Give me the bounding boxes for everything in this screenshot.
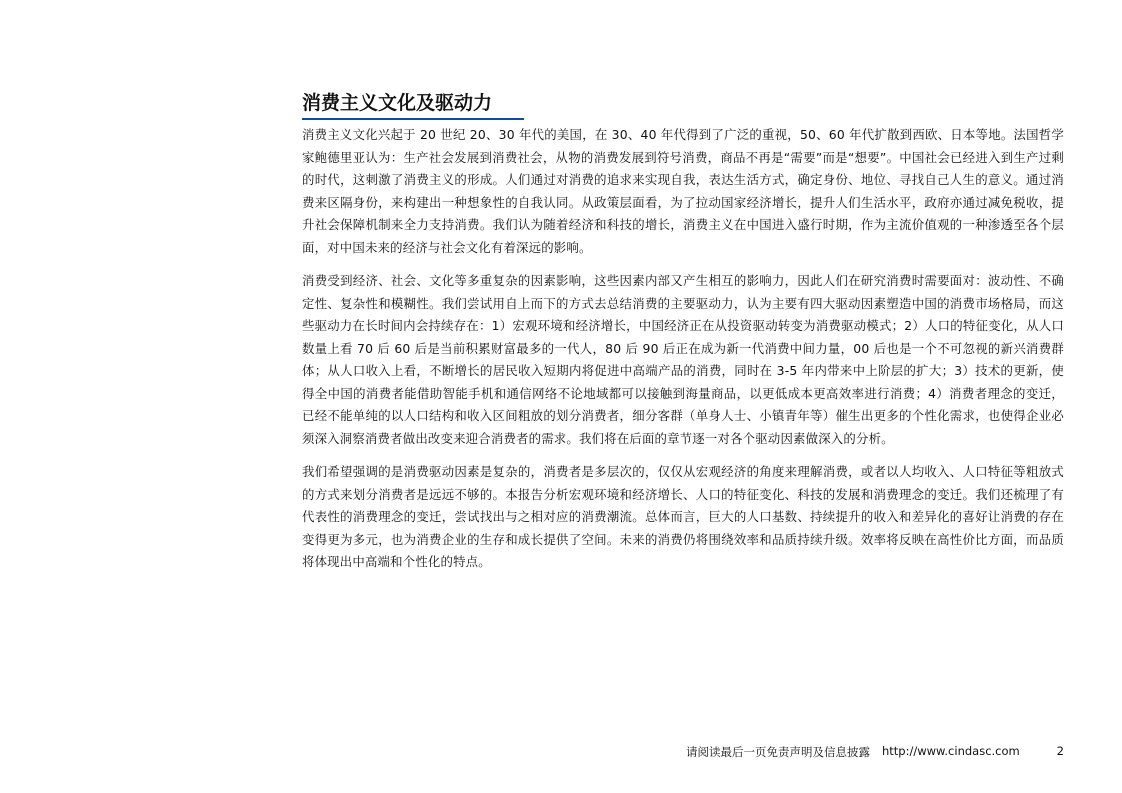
paragraph-1: 消费主义文化兴起于 20 世纪 20、30 年代的美国，在 30、40 年代得到了广泛的重视，50、60 年代扩散到西欧、日本等地。法国哲学家鲍德里亚认为：生产社会发展到消费社会，从物的消费发展到符号消费，商品不再是“需要”而是“想要”。中国社会已经进入到生产过剩的时代，这刺激了消费主义的形成。人们通过对消费的追求来实现自我，表达生活方式，确定身份、地位、寻找自己人生的意义。通过消费来区隔身份，来构建出一种想象性的自我认同。从政策层面看，为了拉动国家经济增长，提升人们生活水平，政府亦通过减免税收，提升社会保障机制来全力支持消费。我们认为随着经济和科技的增长，消费主义在中国进入盛行时期，作为主流价值观的一种渗透至各个层面，对中国未来的经济与社会文化有着深远的影响。 [302,127,1064,255]
section-heading-block [302,90,524,120]
page-footer [650,744,1070,762]
disclaimer-note: 请阅读最后一页免责声明及信息披露 [686,745,870,759]
paragraph-2: 消费受到经济、社会、文化等多重复杂的因素影响，这些因素内部又产生相互的影响力，因此人们在研究消费时需要面对：波动性、不确定性、复杂性和模糊性。我们尝试用自上而下的方式去总结消费的主要驱动力，认为主要有四大驱动因素塑造中国的消费市场格局，而这些驱动力在长时间内会持续存在：1）宏观环境和经济增长，中国经济正在从投资驱动转变为消费驱动模式；2）人口的特征变化，从人口数量上看 70 后 60 后是当前积累财富最多的一代人，80 后 90 后正在成为新一代消费中间力量，00 后也是一个不可忽视的新兴消费群体；从人口收入上看，不断增长的居民收入短期内将促进中高端产品的消费，同时在 3-5 年内带来中上阶层的扩大；3）技术的更新，使得全中国的消费者能借助智能手机和通信网络不论地域都可以接触到海量商品，以更低成本更高效率进行消费；4）消费者理念的变迁，已经不能单纯的以人口结构和收入区间粗放的划分消费者，细分客群（单身人士、小镇青年等）催生出更多的个性化需求，也使得企业必须深入洞察消费者做出改变来迎合消费者的需求。我们将在后面的章节逐一对各个驱动因素做深入的分析。 [302,273,1064,446]
body-text [302,124,1064,585]
website-link[interactable]: http://www.cindasc.com [882,744,1020,758]
paragraph-3: 我们希望强调的是消费驱动因素是复杂的，消费者是多层次的，仅仅从宏观经济的角度来理解消费，或者以人均收入、人口特征等粗放式的方式来划分消费者是远远不够的。本报告分析宏观环境和经济增长、人口的特征变化、科技的发展和消费理念的变迁。我们还梳理了有代表性的消费理念的变迁，尝试找出与之相对应的消费潮流。总体而言，巨大的人口基数、持续提升的收入和差异化的喜好让消费的存在变得更为多元，也为消费企业的生存和成长提供了空间。未来的消费仍将围绕效率和品质持续升级。效率将反映在高性价比方面，而品质将体现出中高端和个性化的特点。 [302,464,1064,569]
page-number: 2 [1056,744,1064,758]
section-heading: 消费主义文化及驱动力 [302,92,493,114]
